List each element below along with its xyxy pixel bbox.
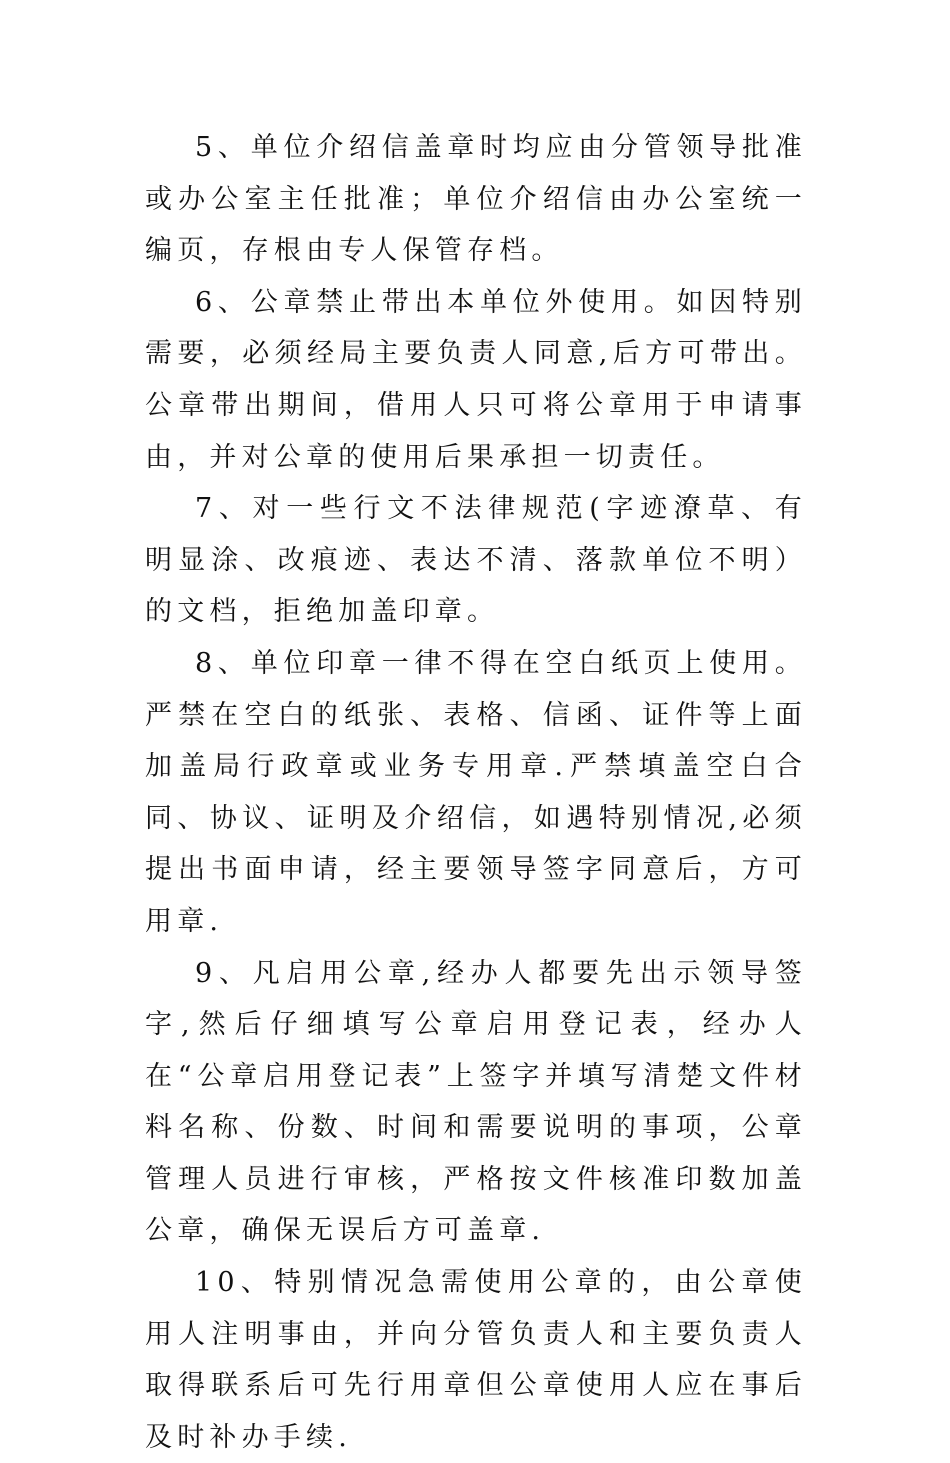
paragraph-item-10: 10、特别情况急需使用公章的，由公章使用人注明事由，并向分管负责人和主要负责人取得联系后可先行用章但公章使用人应在事后及时补办手续. — [145, 1267, 807, 1453]
document-body — [145, 122, 807, 1463]
paragraph-item-6: 6、公章禁止带出本单位外使用。如因特别需要，必须经局主要负责人同意,后方可带出。公章带出期间，借用人只可将公章用于申请事由，并对公章的使用后果承担一切责任。 — [145, 286, 807, 473]
paragraph-item-8: 8、单位印章一律不得在空白纸页上使用。严禁在空白的纸张、表格、信函、证件等上面加盖局行政章或业务专用章.严禁填盖空白合同、协议、证明及介绍信，如遇特别情况,必须提出书面申请，经主要领导签字同意后，方可用章. — [145, 647, 807, 937]
paragraph-item-7: 7、对一些行文不法律规范(字迹潦草、有明显涂、改痕迹、表达不清、落款单位不明）的文档，拒绝加盖印章。 — [145, 493, 807, 628]
paragraph-item-5: 5、单位介绍信盖章时均应由分管领导批准或办公室主任批准；单位介绍信由办公室统一编页，存根由专人保管存档。 — [145, 132, 807, 267]
paragraph-item-9: 9、凡启用公章,经办人都要先出示领导签字,然后仔细填写公章启用登记表，经办人在“公章启用登记表”上签字并填写清楚文件材料名称、份数、时间和需要说明的事项，公章管理人员进行审核，严格按文件核准印数加盖公章，确保无误后方可盖章. — [145, 957, 807, 1247]
